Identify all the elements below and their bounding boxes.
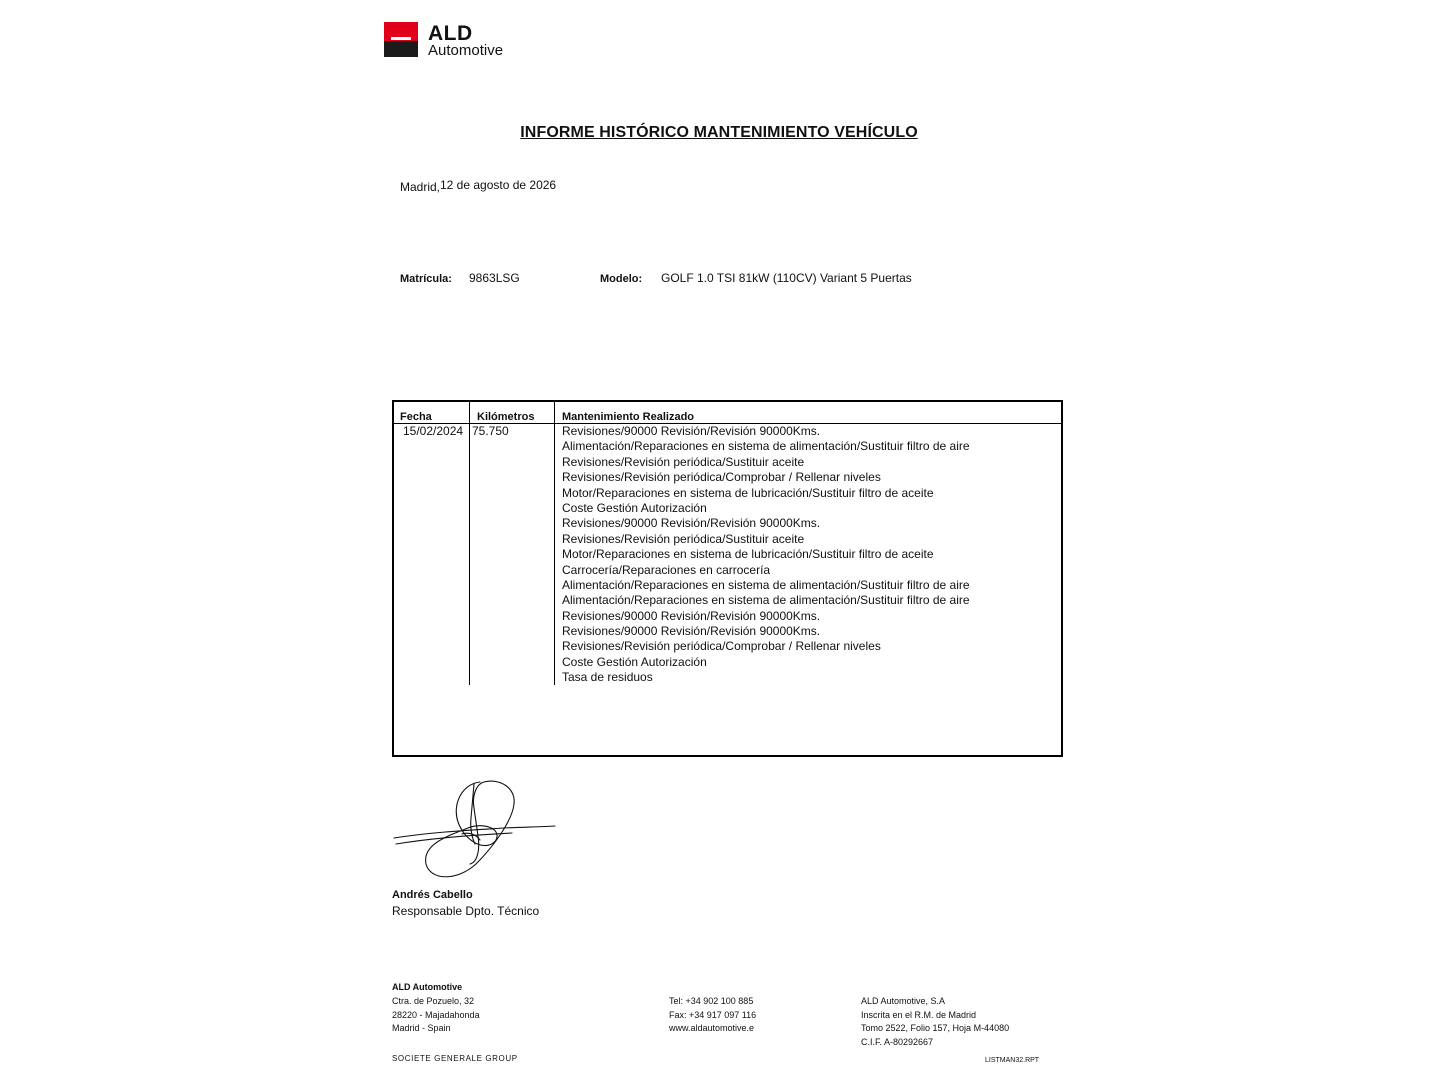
maintenance-item: Revisiones/90000 Revisión/Revisión 90000Kms.	[562, 516, 821, 531]
logo-white-bar	[391, 37, 411, 40]
footer-contact	[669, 995, 756, 1036]
header-km: Kilómetros	[477, 411, 535, 423]
footer-legal-line: C.I.F. A-80292667	[861, 1037, 934, 1048]
header-maintenance: Mantenimiento Realizado	[562, 411, 695, 423]
plate-value: 9863LSG	[469, 271, 520, 285]
footer-legal	[861, 995, 1009, 1050]
footer-group: SOCIETE GENERALE GROUP	[392, 1054, 518, 1063]
signer-name: Andrés Cabello	[392, 889, 473, 901]
row-km: 75.750	[472, 424, 509, 438]
footer-address-line: Madrid - Spain	[392, 1023, 451, 1034]
footer-phone: Tel: +34 902 100 885	[669, 996, 754, 1006]
document-title	[0, 124, 1440, 142]
maintenance-table	[392, 400, 1063, 757]
maintenance-item: Revisiones/Revisión periódica/Comprobar / Rellenar niveles	[562, 470, 881, 485]
footer-address-line: 28220 - Majadahonda	[392, 1009, 480, 1020]
footer-website: www.aldautomotive.e	[669, 1023, 755, 1034]
document-place: Madrid,	[400, 180, 441, 194]
maintenance-item: Carrocería/Reparaciones en carrocería	[562, 562, 771, 577]
footer-legal-line: Inscrita en el R.M. de Madrid	[861, 1009, 977, 1020]
maintenance-item: Tasa de residuos	[562, 670, 653, 685]
company-logo	[384, 22, 514, 60]
signer-role: Responsable Dpto. Técnico	[392, 904, 540, 918]
maintenance-item: Alimentación/Reparaciones en sistema de alimentación/Sustituir filtro de aire	[562, 593, 970, 608]
maintenance-item: Revisiones/Revisión periódica/Sustituir aceite	[562, 531, 805, 546]
footer-legal-line: ALD Automotive, S.A	[861, 996, 946, 1006]
model-value: GOLF 1.0 TSI 81kW (110CV) Variant 5 Puertas	[661, 271, 912, 285]
footer-address	[392, 995, 480, 1036]
footer-address-line: Ctra. de Pozuelo, 32	[392, 996, 475, 1006]
header-date: Fecha	[400, 411, 432, 423]
plate-label: Matrícula:	[400, 273, 452, 285]
maintenance-item: Alimentación/Reparaciones en sistema de alimentación/Sustituir filtro de aire	[562, 577, 970, 592]
logo-text-automotive: Automotive	[428, 42, 504, 59]
footer-legal-line: Tomo 2522, Folio 157, Hoja M-44080	[861, 1023, 1010, 1034]
maintenance-item: Revisiones/90000 Revisión/Revisión 90000Kms.	[562, 424, 821, 438]
maintenance-item: Revisiones/90000 Revisión/Revisión 90000Kms.	[562, 608, 821, 623]
document-date: 12 de agosto de 2026	[440, 178, 557, 192]
logo-dark-square	[384, 41, 418, 57]
logo-text-ald: ALD	[428, 22, 473, 45]
handwritten-signature	[392, 778, 556, 882]
maintenance-item: Coste Gestión Autorización	[562, 654, 707, 669]
maintenance-item: Revisiones/90000 Revisión/Revisión 90000Kms.	[562, 624, 821, 639]
column-divider	[469, 402, 470, 685]
maintenance-items-list	[562, 424, 970, 686]
row-date: 15/02/2024	[403, 424, 464, 438]
maintenance-item: Revisiones/Revisión periódica/Sustituir aceite	[562, 454, 805, 469]
maintenance-item: Revisiones/Revisión periódica/Comprobar / Rellenar niveles	[562, 639, 881, 654]
maintenance-item: Alimentación/Reparaciones en sistema de alimentación/Sustituir filtro de aire	[562, 439, 970, 454]
model-label: Modelo:	[600, 273, 643, 285]
maintenance-item: Coste Gestión Autorización	[562, 500, 707, 515]
footer-fax: Fax: +34 917 097 116	[669, 1009, 757, 1020]
maintenance-item: Motor/Reparaciones en sistema de lubricación/Sustituir filtro de aceite	[562, 547, 934, 562]
report-code: LISTMAN32.RPT	[985, 1057, 1040, 1064]
document-title-text: INFORME HISTÓRICO MANTENIMIENTO VEHÍCULO	[520, 124, 918, 141]
footer-company: ALD Automotive	[392, 982, 463, 992]
column-divider	[554, 402, 555, 685]
maintenance-item: Motor/Reparaciones en sistema de lubricación/Sustituir filtro de aceite	[562, 485, 934, 500]
